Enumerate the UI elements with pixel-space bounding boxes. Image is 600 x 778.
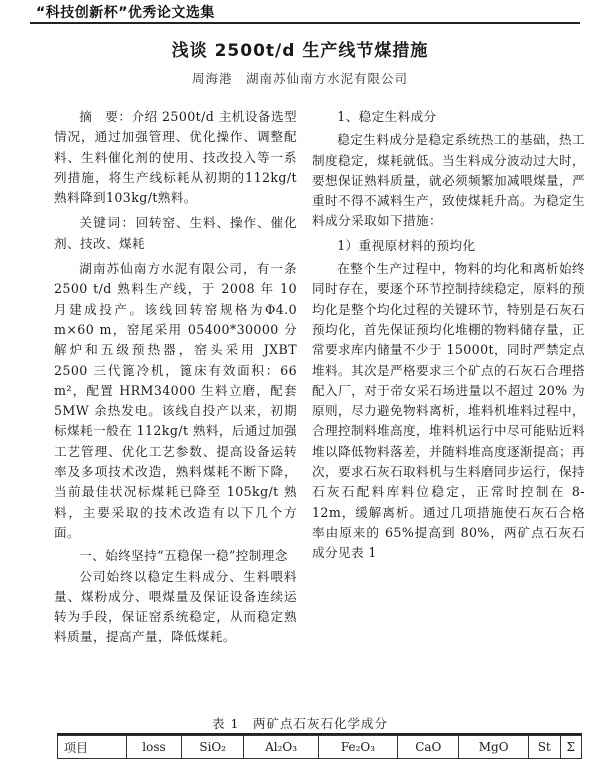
- header-rule: [30, 22, 580, 24]
- section1-heading: 一、始终坚持“五稳保一稳”控制理念: [79, 548, 288, 564]
- abstract-label: 摘 要：: [79, 109, 132, 124]
- chemical-composition-table: [57, 735, 582, 759]
- abstract: [54, 107, 297, 208]
- table-header-cell: SiO₂: [181, 736, 243, 759]
- abstract-text: 介绍 2500t/d 主机设备选型情况，通过加强管理、优化操作、调整配料、生料催化剂的使用、技改投入等一系列措施，将生产线标耗从初期的112kg/t熟料降到103kg/t熟料。: [54, 109, 297, 206]
- left-column: [54, 107, 297, 648]
- journal-header: “科技创新杯”优秀论文选集: [36, 5, 215, 21]
- right-paragraph-2: 在整个生产过程中，物料的均化和离析始终同时存在，要逐个环节控制持续稳定，原料的预均化是整个均化过程的关键环节，特别是石灰石预均化，首先保证预均化堆棚的物料储存量，正常要求库内储量不少于 15000t，同时严禁定点堆料。其次是严格要求三个矿点的石灰石合理搭配入厂，对于帝女采石场进量以不超过 20% 为原则，尽力避免物料离析，堆料机堆料过程中，合理控制料堆高度，堆料机运行中尽可能贴近料堆以降低物料落差，并随料堆高度逐渐提高；再次，要求石灰石取料机与生料磨同步运行，保持石灰石配料库料位稳定，正常时控制在 8-12m，缓解离析。通过几项措施使石灰石合格率由原来的 65%提高到 80%，两矿点石灰石成分见表 1: [312, 261, 585, 561]
- article-author: 周海港 湖南苏仙南方水泥有限公司: [191, 71, 408, 86]
- table-header-cell: Σ: [560, 736, 581, 759]
- item1-heading: 1）重视原材料的预均化: [337, 237, 476, 253]
- keywords-text: 回转窑、生料、操作、催化剂、技改、煤耗: [54, 215, 297, 251]
- table-header-cell: St: [528, 736, 560, 759]
- right-paragraph-1: 稳定生料成分是稳定系统热工的基础，热工制度稳定，煤耗就低。当生料成分波动过大时，要想保证熟料质量，就必须频繁加减喂煤量，严重时不得不减料生产，致使煤耗升高。为稳定生料成分采取如下措施：: [312, 132, 585, 229]
- table-caption: 表 1 两矿点石灰石化学成分: [212, 716, 388, 731]
- table-header-cell: MgO: [459, 736, 528, 759]
- table-header-cell: Fe₂O₃: [318, 736, 397, 759]
- right-column: [312, 107, 585, 564]
- table-header-row: [58, 736, 582, 759]
- article-title: 浅谈 2500t/d 生产线节煤措施: [171, 41, 429, 61]
- table-header-cell: Al₂O₃: [244, 736, 318, 759]
- keywords-label: 关键词：: [79, 215, 136, 231]
- subsection-heading: 1、稳定生料成分: [337, 109, 437, 124]
- table-header-cell: loss: [127, 736, 182, 759]
- intro-paragraph: 湖南苏仙南方水泥有限公司，有一条 2500 t/d 熟料生产线，于 2008 年 10 月建成投产。该线回转窑规格为Φ4.0 m×60 m，窑尾采用 05400*30000 分解炉和五级预热器，窑头采用 JXBT 2500 三代篦冷机，篦床有效面积：66 m²，配置 HRM34000 生料立磨，配套 5MW 余热发电。该线自投产以来，初期标煤耗一般在 112kg/t 熟料，后通过加强工艺管理、优化工艺参数、提高设备运转率及多项技术改造，熟料煤耗不断下降，当前最佳状况标煤耗已降至 105kg/t 熟料，主要采取的技术改造有以下几个方面。: [54, 261, 297, 540]
- table-header-cell: CaO: [398, 736, 459, 759]
- section1-paragraph: 公司始终以稳定生料成分、生料喂料量、煤粉成分、喂煤量及保证设备连续运转为手段，保证窑系统稳定，从而稳定熟料质量，提高产量，降低煤耗。: [54, 568, 297, 645]
- keywords: [54, 213, 297, 254]
- table-header-cell: 项目: [58, 736, 127, 759]
